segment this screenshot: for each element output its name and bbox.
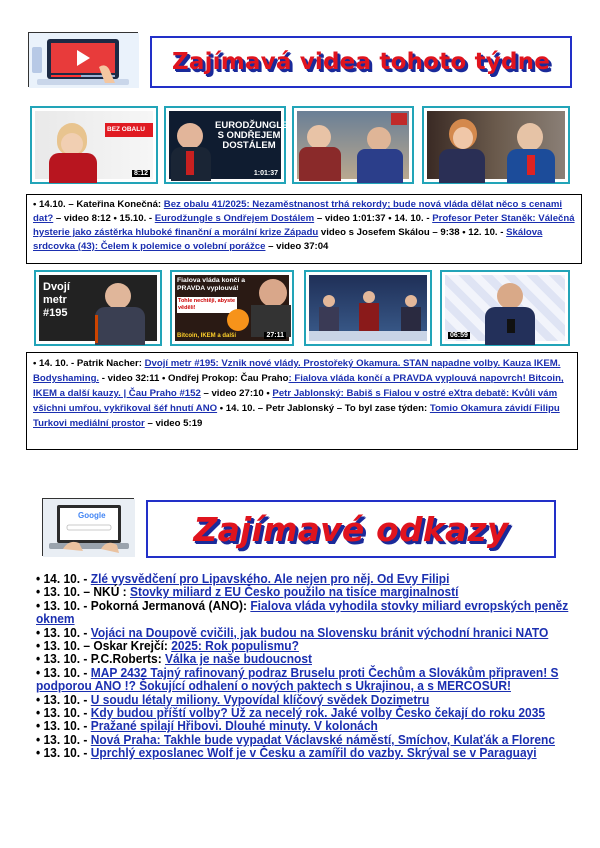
thumb-duration: 1:01:37: [253, 170, 278, 177]
list-item: • 13. 10. - Kdy budou příští volby? Už za necelý rok. Jaké volby Česko čekají do roku 2035: [36, 705, 546, 721]
list-item: • 13. 10. – Oskar Krejčí: 2025: Rok populismu?: [36, 638, 299, 654]
video-link[interactable]: Dvojí metr #195: Vznik nové vlády. Prostořeký Okamura. STAN napadne volby. Kauza IKEM. Bodyshaming.: [33, 358, 561, 384]
article-link[interactable]: Kdy budou příští volby? Už za necelý rok. Jaké volby Česko čekají do roku 2035: [90, 705, 546, 721]
video-item: • 15.10. - Eurodžungle s Ondřejem Dostálem – video 1:01:37: [113, 213, 389, 224]
video-link[interactable]: Tomio Okamura závidí Filipu Turkovi mediální prostor: [33, 403, 560, 429]
links-section-title: Zajímavé odkazy: [193, 509, 509, 549]
article-link[interactable]: Fialova vláda vyhodila stovky miliard evropských peněz oknem: [36, 597, 569, 627]
video-item: • 14. 10. - Profesor Peter Staněk: Válečná hysterie jako zástěrka hluboké finanční a morální krize Západu video s Josefem Skálou – 9:38: [33, 213, 575, 238]
article-link[interactable]: Zlé vysvědčení pro Lipavského. Ale nejen pro něj. Od Evy Filipi: [90, 571, 450, 586]
list-item: • 13. 10. - Uprchlý exposlanec Wolf je v Česku a zamířil do vazby. Skrýval se v Paraguayi: [36, 745, 537, 761]
article-link[interactable]: U soudu létaly miliony. Vypovídal klíčový svědek Dozimetru: [90, 691, 430, 707]
fialova-overlay: Fialova vláda končí a PRAVDA vyplouvá!: [177, 277, 245, 292]
thumb-bez-obalu[interactable]: [30, 106, 158, 184]
thumb-dvoji-metr[interactable]: [34, 270, 162, 346]
videos-list-2: [26, 352, 578, 450]
links-list: [36, 572, 576, 760]
thumb-skalova[interactable]: [422, 106, 570, 184]
video-player-icon: [29, 33, 139, 88]
fialova-sub: Tohle nechtěji, abyste věděli!: [178, 298, 236, 311]
eurodzungle-overlay: EURODŽUNGLE S ONDŘEJEM DOSTÁLEM: [215, 120, 289, 151]
videos-section-title: Zajímavá videa tohoto týdne: [171, 49, 551, 75]
list-item: • 13. 10. - Pražané spilají Hřibovi. Dlouhé minuty. V kolonách: [36, 718, 378, 734]
video-link[interactable]: Eurodžungle s Ondřejem Dostálem: [154, 213, 315, 224]
article-link[interactable]: Nová Praha: Takhle bude vypadat Václavské náměstí, Smíchov, Kulaťák a Florenc: [90, 731, 555, 747]
google-logo-text: Google: [78, 511, 106, 520]
videos-list-1: [26, 194, 582, 264]
video-link[interactable]: Profesor Peter Staněk: Válečná hysterie jako zástěrka hluboké finanční a morální krize Západu: [33, 213, 575, 238]
list-item: • 13. 10. - Nová Praha: Takhle bude vypadat Václavské náměstí, Smíchov, Kulaťák a Florenc: [36, 731, 555, 747]
article-link[interactable]: MAP 2432 Tajný rafinovaný podraz Bruselu proti Čechům a Slovákům připraven! S podporou ANO !? Šokující odhalení o nových paktech s Ukrajinou, a s MERCOSUR!: [36, 664, 559, 694]
thumb-duration: 8:12: [133, 170, 148, 177]
fialova-bottom: Bitcoin, IKEM a další: [177, 333, 237, 339]
article-link[interactable]: Uprchlý exposlanec Wolf je v Česku a zamířil do vazby. Skrýval se v Paraguayi: [90, 745, 537, 761]
list-item: • 13. 10. - P.C.Roberts: Válka je naše budoucnost: [36, 651, 312, 667]
video-header-image: [28, 32, 138, 87]
video-link[interactable]: : Fialova vláda končí a PRAVDA vyplouvá napovrch! Bitcoin, IKEM a další kauzy. | Čau Praho #152: [33, 373, 564, 399]
links-section-title-box: [146, 500, 556, 558]
list-item: • 13. 10. - Vojáci na Doupově cvičili, jak budou na Slovensku bránit východní hranici NATO: [36, 624, 549, 640]
article-link[interactable]: Stovky miliard z EU Česko použilo na tisíce marginalností: [129, 584, 459, 600]
article-link[interactable]: Válka je naše budoucnost: [165, 651, 312, 667]
thumb-fialova-vlada[interactable]: [170, 270, 294, 346]
article-link[interactable]: Vojáci na Doupově cvičili, jak budou na Slovensku bránit východní hranici NATO: [90, 624, 549, 640]
list-item: • 13. 10. – NKÚ : Stovky miliard z EU Česko použilo na tisíce marginalností: [36, 584, 459, 600]
laptop-google-icon: [43, 499, 135, 557]
video-item: • Ondřej Prokop: Čau Praho: Fialova vláda končí a PRAVDA vyplouvá napovrch! Bitcoin, IKEM a další kauzy. | Čau Praho #152 – video 27:10: [33, 373, 564, 399]
article-link[interactable]: Pražané spilají Hřibovi. Dlouhé minuty. V kolonách: [90, 718, 378, 734]
list-item: • 13. 10. - MAP 2432 Tajný rafinovaný podraz Bruselu proti Čechům a Slovákům připraven! S podporou ANO !? Šokující odhalení o nových paktech s Ukrajinou, a s MERCOSUR!: [36, 664, 559, 694]
video-item: • 12. 10. - Skálova srdcovka (43): Čelem k polemice o volební porážce – video 37:04: [33, 227, 543, 252]
video-link[interactable]: Bez obalu 41/2025: Nezaměstnanost trhá rekordy; bude nová vláda dělat něco s cenami dat?: [33, 199, 563, 224]
video-link[interactable]: Skálova srdcovka (43): Čelem k polemice o volební porážce: [33, 227, 543, 252]
thumb-duration: 06:59: [450, 332, 468, 339]
thumb-extra-debata[interactable]: [304, 270, 432, 346]
links-header-image: [42, 498, 134, 556]
dvoji-metr-overlay: Dvojí metr #195: [43, 281, 70, 319]
thumb-stanek[interactable]: [292, 106, 414, 184]
video-link[interactable]: Petr Jablonský: Babiš s Fialou v ostré eXtra debatě: Kvůli vám všichni umřou, vykřikoval šéf hnutí ANO: [33, 388, 558, 414]
list-item: • 13. 10. - Pokorná Jermanová (ANO): Fialova vláda vyhodila stovky miliard evropských peněz oknem: [36, 597, 569, 627]
list-item: • 13. 10. - U soudu létaly miliony. Vypovídal klíčový svědek Dozimetru: [36, 691, 430, 707]
list-item: • 14. 10. - Zlé vysvědčení pro Lipavského. Ale nejen pro něj. Od Evy Filipi: [36, 571, 450, 586]
video-item: • 14. 10. – Petr Jablonský – To byl zase týden: Tomio Okamura závidí Filipu Turkovi mediální prostor – video 5:19: [33, 403, 560, 429]
article-link[interactable]: 2025: Rok populismu?: [171, 638, 299, 654]
video-item: • 14. 10. - Patrik Nacher: Dvojí metr #195: Vznik nové vlády. Prostořeký Okamura. STAN napadne volby. Kauza IKEM. Bodyshaming. - video 32:11: [33, 358, 561, 384]
videos-section-title-box: [150, 36, 572, 88]
video-item: • 14.10. – Kateřina Konečná: Bez obalu 41/2025: Nezaměstnanost trhá rekordy; bude nová vláda dělat něco s cenami dat? – video 8:12: [33, 199, 563, 224]
thumb-okamura[interactable]: [440, 270, 570, 346]
thumb-duration: 27:11: [266, 332, 284, 339]
bez-obalu-badge: BEZ OBALU: [105, 123, 153, 137]
thumb-eurodzungle[interactable]: [164, 106, 289, 184]
video-item: • Petr Jablonský: Babiš s Fialou v ostré eXtra debatě: Kvůli vám všichni umřou, vykřikoval šéf hnutí ANO: [33, 388, 558, 414]
